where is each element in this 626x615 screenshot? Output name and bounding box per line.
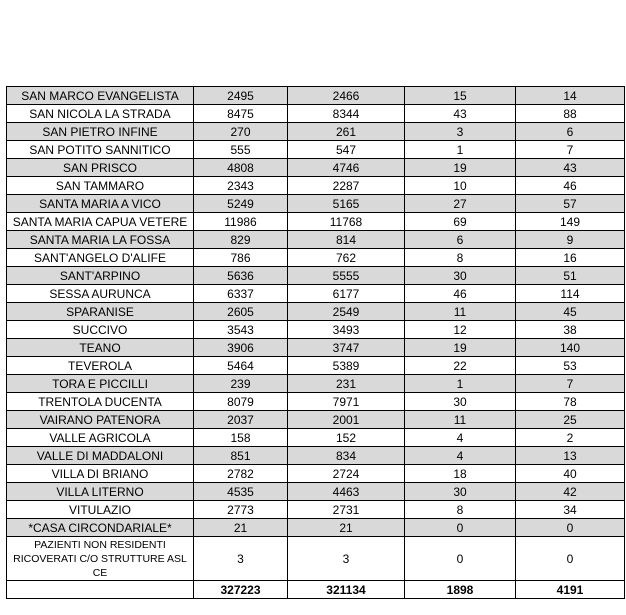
cell-name: VILLA LITERNO [7, 483, 194, 501]
cell-col-2: 762 [288, 249, 405, 267]
cell-col-2: 21 [288, 519, 405, 537]
cell-col-4: 140 [516, 339, 625, 357]
table-row [7, 159, 625, 177]
cell-col-4: 114 [516, 285, 625, 303]
cell-col-4: 6 [516, 123, 625, 141]
table-row [7, 141, 625, 159]
cell-col-1: 8475 [194, 105, 288, 123]
cell-name: VILLA DI BRIANO [7, 465, 194, 483]
cell-col-4: 149 [516, 213, 625, 231]
cell-col-1: 158 [194, 429, 288, 447]
table-row [7, 303, 625, 321]
cell-col-1: 21 [194, 519, 288, 537]
cell-col-2: 2731 [288, 501, 405, 519]
cell-col-2: 2549 [288, 303, 405, 321]
cell-col-2: 5555 [288, 267, 405, 285]
table-row [7, 519, 625, 537]
cell-col-3: 27 [405, 195, 516, 213]
cell-col-2: 2001 [288, 411, 405, 429]
cell-col-1: 2605 [194, 303, 288, 321]
table-body [7, 87, 625, 599]
cell-col-3: 8 [405, 501, 516, 519]
cell-col-1: 270 [194, 123, 288, 141]
cell-col-3: 1 [405, 375, 516, 393]
cell-col-1: 851 [194, 447, 288, 465]
table-row [7, 429, 625, 447]
cell-col-2: 4746 [288, 159, 405, 177]
cell-col-4: 78 [516, 393, 625, 411]
cell-name: *CASA CIRCONDARIALE* [7, 519, 194, 537]
cell-col-2: 814 [288, 231, 405, 249]
cell-col-3: 4 [405, 429, 516, 447]
cell-col-1: 5464 [194, 357, 288, 375]
table-row [7, 87, 625, 105]
cell-col-1: 6337 [194, 285, 288, 303]
cell-name: SESSA AURUNCA [7, 285, 194, 303]
cell-col-3: 69 [405, 213, 516, 231]
cell-total-label [7, 581, 194, 599]
cell-col-2: 2466 [288, 87, 405, 105]
cell-col-3: 4 [405, 447, 516, 465]
cell-col-3: 19 [405, 159, 516, 177]
cell-col-3: 1 [405, 141, 516, 159]
cell-col-4: 9 [516, 231, 625, 249]
cell-name: SAN NICOLA LA STRADA [7, 105, 194, 123]
cell-col-2: 3 [288, 537, 405, 581]
table-row [7, 339, 625, 357]
cell-col-1: 8079 [194, 393, 288, 411]
cell-name: SANTA MARIA A VICO [7, 195, 194, 213]
cell-col-1: 3 [194, 537, 288, 581]
cell-col-3: 22 [405, 357, 516, 375]
cell-name: SANT'ANGELO D'ALIFE [7, 249, 194, 267]
cell-col-1: 239 [194, 375, 288, 393]
cell-col-3: 8 [405, 249, 516, 267]
cell-col-1: 5636 [194, 267, 288, 285]
cell-total-col-2: 321134 [288, 581, 405, 599]
cell-col-2: 5165 [288, 195, 405, 213]
cell-col-1: 3543 [194, 321, 288, 339]
cell-total-col-4: 4191 [516, 581, 625, 599]
table-row-non-resident-patients [7, 537, 625, 581]
cell-col-4: 16 [516, 249, 625, 267]
cell-col-4: 2 [516, 429, 625, 447]
table-row [7, 249, 625, 267]
cell-col-3: 30 [405, 267, 516, 285]
cell-col-4: 14 [516, 87, 625, 105]
cell-name: SAN TAMMARO [7, 177, 194, 195]
cell-col-4: 51 [516, 267, 625, 285]
cell-col-2: 3493 [288, 321, 405, 339]
table-row [7, 447, 625, 465]
cell-col-2: 834 [288, 447, 405, 465]
cell-col-3: 6 [405, 231, 516, 249]
cell-col-4: 53 [516, 357, 625, 375]
cell-col-1: 3906 [194, 339, 288, 357]
cell-name: SANT'ARPINO [7, 267, 194, 285]
cell-col-3: 19 [405, 339, 516, 357]
cell-col-1: 4535 [194, 483, 288, 501]
cell-col-4: 45 [516, 303, 625, 321]
cell-col-3: 10 [405, 177, 516, 195]
table-row [7, 231, 625, 249]
table-row [7, 357, 625, 375]
table-row [7, 501, 625, 519]
cell-col-4: 0 [516, 537, 625, 581]
cell-col-4: 13 [516, 447, 625, 465]
cell-col-1: 829 [194, 231, 288, 249]
cell-col-3: 12 [405, 321, 516, 339]
table-row [7, 195, 625, 213]
cell-col-2: 4463 [288, 483, 405, 501]
cell-col-3: 3 [405, 123, 516, 141]
table-row-totals [7, 581, 625, 599]
cell-col-2: 7971 [288, 393, 405, 411]
cell-col-1: 555 [194, 141, 288, 159]
cell-name: SAN MARCO EVANGELISTA [7, 87, 194, 105]
cell-name: TEANO [7, 339, 194, 357]
cell-col-3: 46 [405, 285, 516, 303]
cell-name: VALLE DI MADDALONI [7, 447, 194, 465]
cell-name: VALLE AGRICOLA [7, 429, 194, 447]
cell-col-3: 30 [405, 483, 516, 501]
cell-col-4: 46 [516, 177, 625, 195]
cell-col-1: 2495 [194, 87, 288, 105]
cell-name: SANTA MARIA CAPUA VETERE [7, 213, 194, 231]
cell-col-3: 0 [405, 537, 516, 581]
cell-col-4: 40 [516, 465, 625, 483]
cell-name: PAZIENTI NON RESIDENTI RICOVERATI C/O STRUTTURE ASL CE [7, 537, 194, 581]
cell-col-1: 11986 [194, 213, 288, 231]
cell-col-2: 261 [288, 123, 405, 141]
cell-col-1: 2782 [194, 465, 288, 483]
cell-name: SPARANISE [7, 303, 194, 321]
cell-col-4: 38 [516, 321, 625, 339]
cell-col-4: 7 [516, 375, 625, 393]
cell-col-3: 0 [405, 519, 516, 537]
cell-name: TORA E PICCILLI [7, 375, 194, 393]
cell-col-4: 7 [516, 141, 625, 159]
table-row [7, 483, 625, 501]
table-row [7, 285, 625, 303]
cell-col-3: 43 [405, 105, 516, 123]
cell-col-2: 8344 [288, 105, 405, 123]
table-row [7, 393, 625, 411]
cell-col-4: 25 [516, 411, 625, 429]
cell-col-2: 6177 [288, 285, 405, 303]
table-row [7, 177, 625, 195]
cell-col-3: 18 [405, 465, 516, 483]
cell-col-3: 15 [405, 87, 516, 105]
cell-col-2: 5389 [288, 357, 405, 375]
cell-col-2: 152 [288, 429, 405, 447]
cell-col-2: 3747 [288, 339, 405, 357]
cell-col-3: 11 [405, 303, 516, 321]
cell-col-4: 0 [516, 519, 625, 537]
cell-col-3: 30 [405, 393, 516, 411]
cell-col-1: 2343 [194, 177, 288, 195]
cell-col-1: 2037 [194, 411, 288, 429]
cell-col-1: 5249 [194, 195, 288, 213]
cell-col-2: 547 [288, 141, 405, 159]
cell-name: SUCCIVO [7, 321, 194, 339]
cell-total-col-3: 1898 [405, 581, 516, 599]
cell-name: TRENTOLA DUCENTA [7, 393, 194, 411]
cell-name: SAN PIETRO INFINE [7, 123, 194, 141]
cell-col-4: 88 [516, 105, 625, 123]
cell-name: VITULAZIO [7, 501, 194, 519]
cell-col-2: 2724 [288, 465, 405, 483]
cell-col-4: 34 [516, 501, 625, 519]
cell-col-4: 42 [516, 483, 625, 501]
table-row [7, 375, 625, 393]
cell-col-1: 4808 [194, 159, 288, 177]
cell-name: SAN PRISCO [7, 159, 194, 177]
cell-total-col-1: 327223 [194, 581, 288, 599]
cell-name: TEVEROLA [7, 357, 194, 375]
cell-name: VAIRANO PATENORA [7, 411, 194, 429]
cell-name: SAN POTITO SANNITICO [7, 141, 194, 159]
cell-col-4: 57 [516, 195, 625, 213]
table-row [7, 411, 625, 429]
cell-name: SANTA MARIA LA FOSSA [7, 231, 194, 249]
cell-col-2: 231 [288, 375, 405, 393]
data-table [6, 86, 625, 599]
cell-col-2: 2287 [288, 177, 405, 195]
table-row [7, 267, 625, 285]
table-row [7, 321, 625, 339]
cell-col-3: 11 [405, 411, 516, 429]
table-row [7, 465, 625, 483]
cell-col-4: 43 [516, 159, 625, 177]
table-row [7, 105, 625, 123]
table-row [7, 123, 625, 141]
cell-col-1: 2773 [194, 501, 288, 519]
cell-col-1: 786 [194, 249, 288, 267]
table-row [7, 213, 625, 231]
cell-col-2: 11768 [288, 213, 405, 231]
